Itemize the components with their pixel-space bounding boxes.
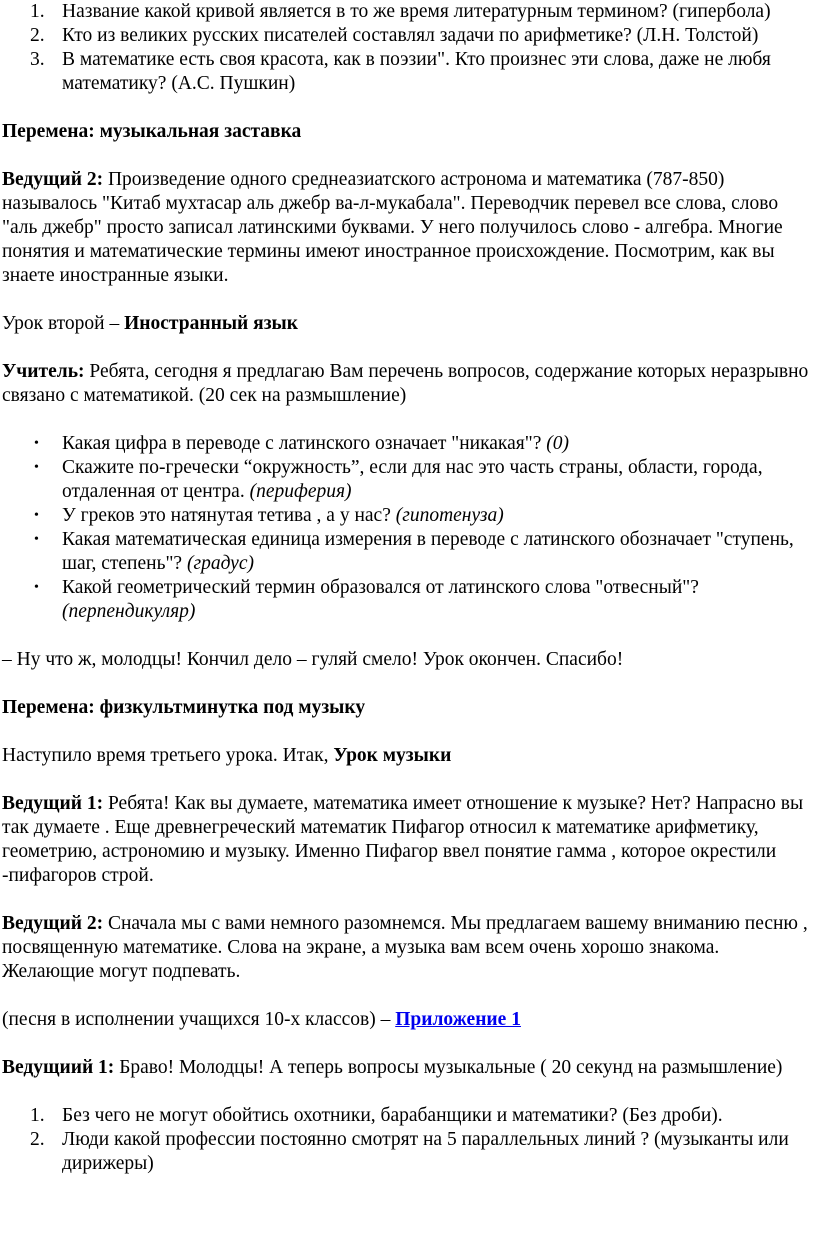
list-item: • Какой геометрический термин образовался от латинского слова "отвесный"? (перпендикуляр)	[34, 577, 699, 622]
break-heading: Перемена: музыкальная заставка	[2, 121, 302, 142]
list-item: • Скажите по-гречески “окружность”, если для нас это часть страны, области, города, отдаленная от центра. (периферия)	[34, 457, 763, 502]
song-line: (песня в исполнении учащихся 10-х классов) – Приложение 1	[2, 1009, 521, 1030]
lesson-heading: Урок второй – Иностранный язык	[2, 313, 298, 334]
bullet-icon: •	[34, 508, 39, 523]
speaker-label: Ведущиий 1:	[2, 1057, 115, 1078]
host1-music-paragraph: Ведущий 1: Ребята! Как вы думаете, математика имеет отношение к музыке? Нет? Напрасно вы так думаете . Еще древнегреческий математик Пифагор относил к математике арифметику, геометрию, астрономию и музыку. Именно Пифагор ввел понятие гамма , которое окрестили -пифагоров строй.	[2, 793, 804, 886]
closing-line: – Ну что ж, молодцы! Кончил дело – гуляй смело! Урок окончен. Спасибо!	[2, 649, 624, 670]
lesson-heading: Наступило время третьего урока. Итак, Урок музыки	[2, 745, 452, 766]
list-item	[0, 1128, 816, 1176]
speaker-label: Ведущий 2:	[2, 913, 104, 934]
speaker-label: Ведущий 1:	[2, 793, 104, 814]
quiz-list-music	[0, 1104, 816, 1176]
list-item	[0, 48, 816, 96]
list-number: 1.	[30, 1, 45, 22]
list-item: • Какая цифра в переводе с латинского означает "никакая"? (0)	[34, 433, 569, 454]
quiz-list-literature	[0, 0, 816, 96]
bullet-icon: •	[34, 580, 39, 595]
list-number: 2.	[30, 1129, 45, 1150]
list-item	[0, 0, 816, 24]
bullet-icon: •	[34, 436, 39, 451]
bullet-icon: •	[34, 532, 39, 547]
list-item	[0, 1104, 816, 1128]
list-item: • У греков это натянутая тетива , а у нас? (гипотенуза)	[34, 505, 504, 526]
answer: (гипотенуза)	[395, 505, 504, 526]
list-number: 2.	[30, 25, 45, 46]
list-item-text: Без чего не могут обойтись охотники, барабанщики и математики? (Без дроби).	[62, 1105, 723, 1126]
teacher-paragraph: Учитель: Ребята, сегодня я предлагаю Вам перечень вопросов, содержание которых неразрывно связано с математикой. (20 сек на размышление)	[2, 361, 809, 406]
host2-intro-paragraph: Ведущий 2: Произведение одного среднеазиатского астронома и математика (787-850) называлось "Китаб мухтасар аль джебр ва-л-мукабала". Переводчик перевел все слова, слово "аль джебр" просто записал латинскими буквами. У него получилось слово - алгебра. Многие понятия и математические термины имеют иностранное происхождение. Посмотрим, как вы знаете иностранные языки.	[2, 169, 783, 286]
answer: (градус)	[186, 553, 254, 574]
appendix-link[interactable]: Приложение 1	[395, 1009, 521, 1030]
bullet-icon: •	[34, 460, 39, 475]
host2-song-paragraph: Ведущий 2: Сначала мы с вами немного разомнемся. Мы предлагаем вашему вниманию песню , посвященную математике. Слова на экране, а музыка вам всем очень хорошо знакома. Желающие могут подпевать.	[2, 913, 808, 982]
list-number: 1.	[30, 1105, 45, 1126]
answer: (перпендикуляр)	[62, 601, 196, 622]
answer: (периферия)	[249, 481, 352, 502]
speaker-label: Учитель:	[2, 361, 85, 382]
host1-bravo-paragraph: Ведущиий 1: Браво! Молодцы! А теперь вопросы музыкальные ( 20 секунд на размышление)	[2, 1057, 783, 1078]
list-item-text: В математике есть своя красота, как в поэзии". Кто произнес эти слова, даже не любя математику? (А.С. Пушкин)	[62, 49, 771, 94]
list-item-text: Название какой кривой является в то же время литературным термином? (гипербола)	[62, 1, 771, 22]
list-item	[0, 24, 816, 48]
answer: (0)	[546, 433, 569, 454]
speaker-label: Ведущий 2:	[2, 169, 104, 190]
break-heading: Перемена: физкультминутка под музыку	[2, 697, 366, 718]
list-item-text: Люди какой профессии постоянно смотрят на 5 параллельных линий ? (музыканты или дирижеры)	[62, 1129, 789, 1174]
quiz-list-foreign	[0, 432, 816, 624]
list-item-text: Кто из великих русских писателей составлял задачи по арифметике? (Л.Н. Толстой)	[62, 25, 759, 46]
list-number: 3.	[30, 49, 45, 70]
list-item: • Какая математическая единица измерения в переводе с латинского обозначает "ступень, шаг, степень"? (градус)	[34, 529, 794, 574]
